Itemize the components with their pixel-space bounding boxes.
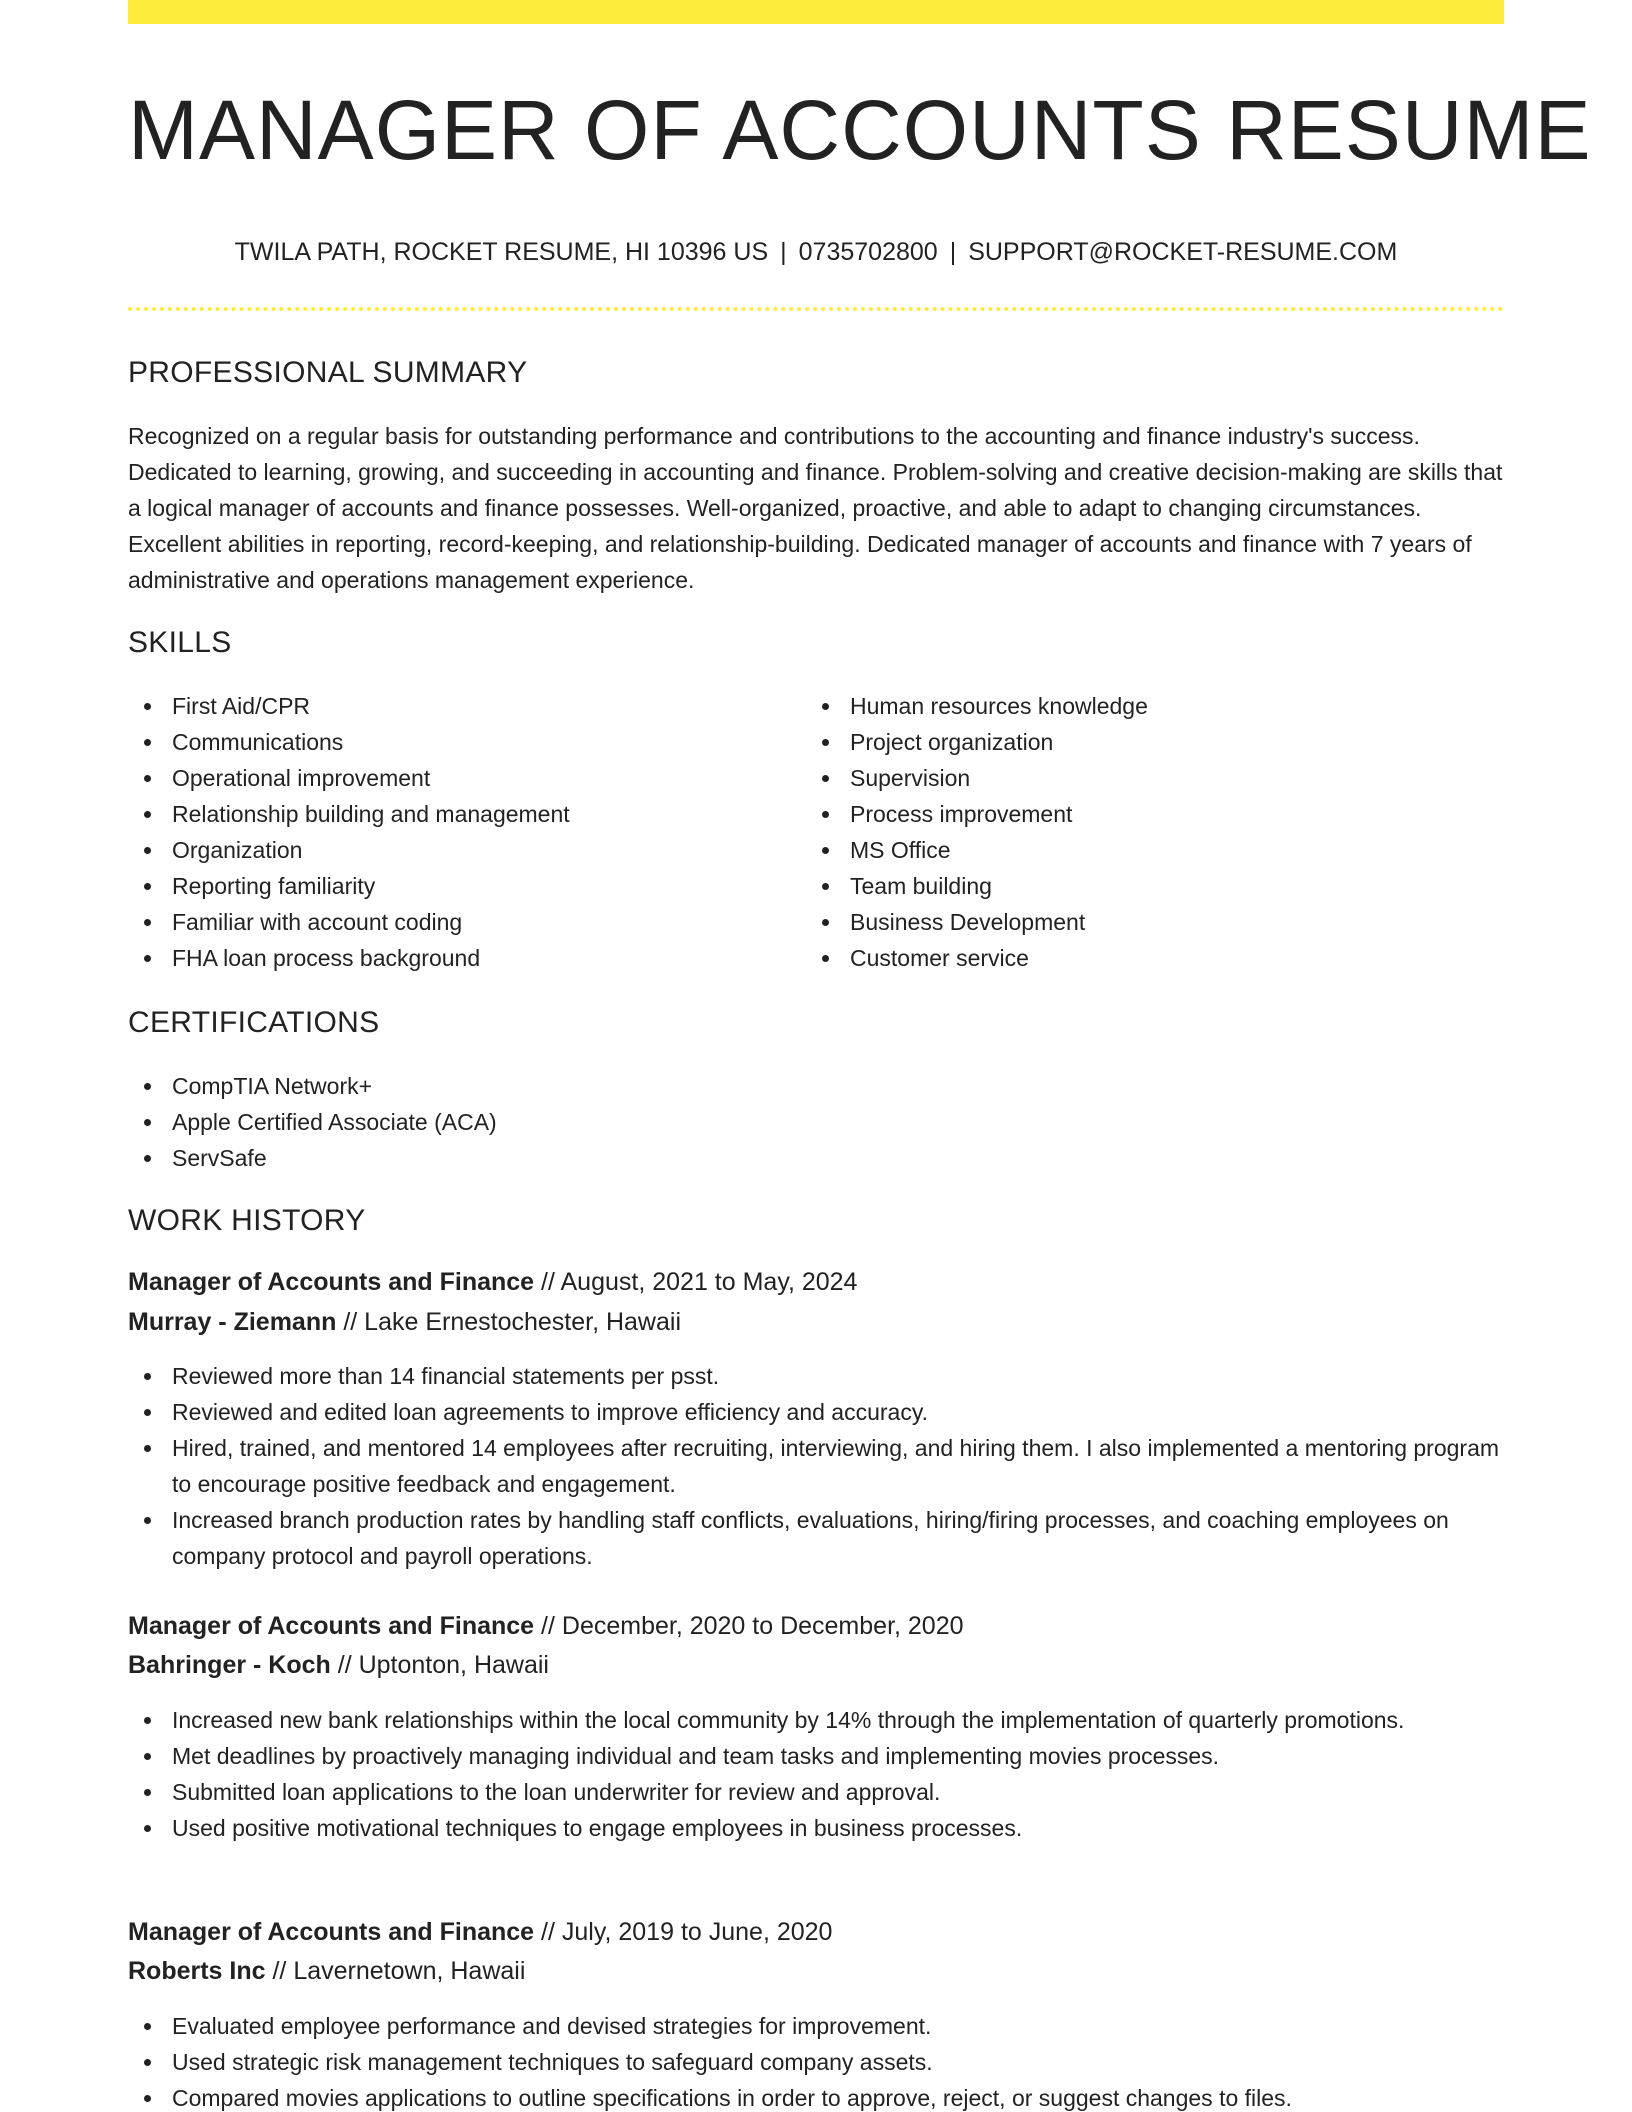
list-item: Hired, trained, and mentored 14 employees after recruiting, interviewing, and hiring them. I also implemented a mentoring program to encourage positive feedback and engagement. — [128, 1430, 1504, 1502]
contact-address: TWILA PATH, ROCKET RESUME, HI 10396 US — [234, 238, 769, 266]
certifications-heading: CERTIFICATIONS — [128, 1006, 380, 1039]
job-location: // Lake Ernestochester, Hawaii — [343, 1308, 681, 1336]
job-title-line — [128, 1268, 857, 1297]
contact-line — [128, 238, 1504, 267]
list-item: MS Office — [806, 832, 1504, 868]
job-title-line — [128, 1918, 832, 1947]
list-item: Increased branch production rates by handling staff conflicts, evaluations, hiring/firing processes, and coaching employees on company protocol and payroll operations. — [128, 1502, 1504, 1574]
list-item: Increased new bank relationships within the local community by 14% through the implementation of quarterly promotions. — [128, 1702, 1504, 1738]
certifications-list — [128, 1068, 1504, 1176]
list-item: Submitted loan applications to the loan underwriter for review and approval. — [128, 1774, 1504, 1810]
job-company-line — [128, 1651, 549, 1680]
contact-email: SUPPORT@ROCKET-RESUME.COM — [968, 238, 1398, 266]
list-item: Operational improvement — [128, 760, 806, 796]
list-item: First Aid/CPR — [128, 688, 806, 724]
job-title: Manager of Accounts and Finance — [128, 1918, 535, 1946]
contact-separator: | — [780, 238, 787, 266]
job-company: Murray - Ziemann — [128, 1308, 337, 1336]
skills-list-right — [806, 688, 1504, 976]
list-item: Customer service — [806, 940, 1504, 976]
page-title: MANAGER OF ACCOUNTS RESUME — [128, 83, 1592, 177]
job-dates: // July, 2019 to June, 2020 — [541, 1918, 833, 1946]
job-location: // Uptonton, Hawaii — [337, 1651, 549, 1679]
list-item: Evaluated employee performance and devised strategies for improvement. — [128, 2008, 1504, 2044]
job-company: Bahringer - Koch — [128, 1651, 331, 1679]
job-location: // Lavernetown, Hawaii — [272, 1957, 526, 1985]
list-item: Relationship building and management — [128, 796, 806, 832]
list-item: Apple Certified Associate (ACA) — [128, 1104, 1504, 1140]
skills-heading: SKILLS — [128, 626, 232, 659]
summary-heading: PROFESSIONAL SUMMARY — [128, 356, 528, 389]
list-item: Supervision — [806, 760, 1504, 796]
list-item: Business Development — [806, 904, 1504, 940]
list-item: Project organization — [806, 724, 1504, 760]
job-company: Roberts Inc — [128, 1957, 266, 1985]
job-dates: // December, 2020 to December, 2020 — [541, 1612, 964, 1640]
list-item: CompTIA Network+ — [128, 1068, 1504, 1104]
job-title: Manager of Accounts and Finance — [128, 1268, 535, 1296]
list-item: Team building — [806, 868, 1504, 904]
header-divider — [128, 307, 1504, 311]
list-item: Met deadlines by proactively managing individual and team tasks and implementing movies processes. — [128, 1738, 1504, 1774]
job-company-line — [128, 1308, 681, 1337]
list-item: Process improvement — [806, 796, 1504, 832]
list-item: Communications — [128, 724, 806, 760]
work-history-heading: WORK HISTORY — [128, 1204, 366, 1237]
job-bullets — [128, 1702, 1504, 1846]
list-item: Compared movies applications to outline specifications in order to approve, reject, or suggest changes to files. — [128, 2080, 1504, 2112]
accent-top-bar — [128, 0, 1504, 24]
list-item: Familiar with account coding — [128, 904, 806, 940]
list-item: Used positive motivational techniques to engage employees in business processes. — [128, 1810, 1504, 1846]
skills-list-left — [128, 688, 806, 976]
contact-phone: 0735702800 — [798, 238, 938, 266]
list-item: FHA loan process background — [128, 940, 806, 976]
job-title-line — [128, 1612, 964, 1641]
job-title: Manager of Accounts and Finance — [128, 1612, 535, 1640]
list-item: Organization — [128, 832, 806, 868]
list-item: Human resources knowledge — [806, 688, 1504, 724]
job-dates: // August, 2021 to May, 2024 — [541, 1268, 858, 1296]
list-item: Reviewed more than 14 financial statements per psst. — [128, 1358, 1504, 1394]
list-item: ServSafe — [128, 1140, 1504, 1176]
job-bullets — [128, 2008, 1504, 2112]
list-item: Used strategic risk management techniques to safeguard company assets. — [128, 2044, 1504, 2080]
job-company-line — [128, 1957, 525, 1986]
list-item: Reviewed and edited loan agreements to improve efficiency and accuracy. — [128, 1394, 1504, 1430]
summary-text: Recognized on a regular basis for outstanding performance and contributions to the accounting and finance industry's success. Dedicated to learning, growing, and succeeding in accounting and finance. Problem-solving and creative decision-making are skills that a logical manager of accounts and finance possesses. Well-organized, proactive, and able to adapt to changing circumstances. Excellent abilities in reporting, record-keeping, and relationship-building. Dedicated manager of accounts and finance with 7 years of administrative and operations management experience. — [128, 423, 1503, 593]
contact-separator: | — [949, 238, 957, 266]
list-item: Reporting familiarity — [128, 868, 806, 904]
job-bullets — [128, 1358, 1504, 1574]
